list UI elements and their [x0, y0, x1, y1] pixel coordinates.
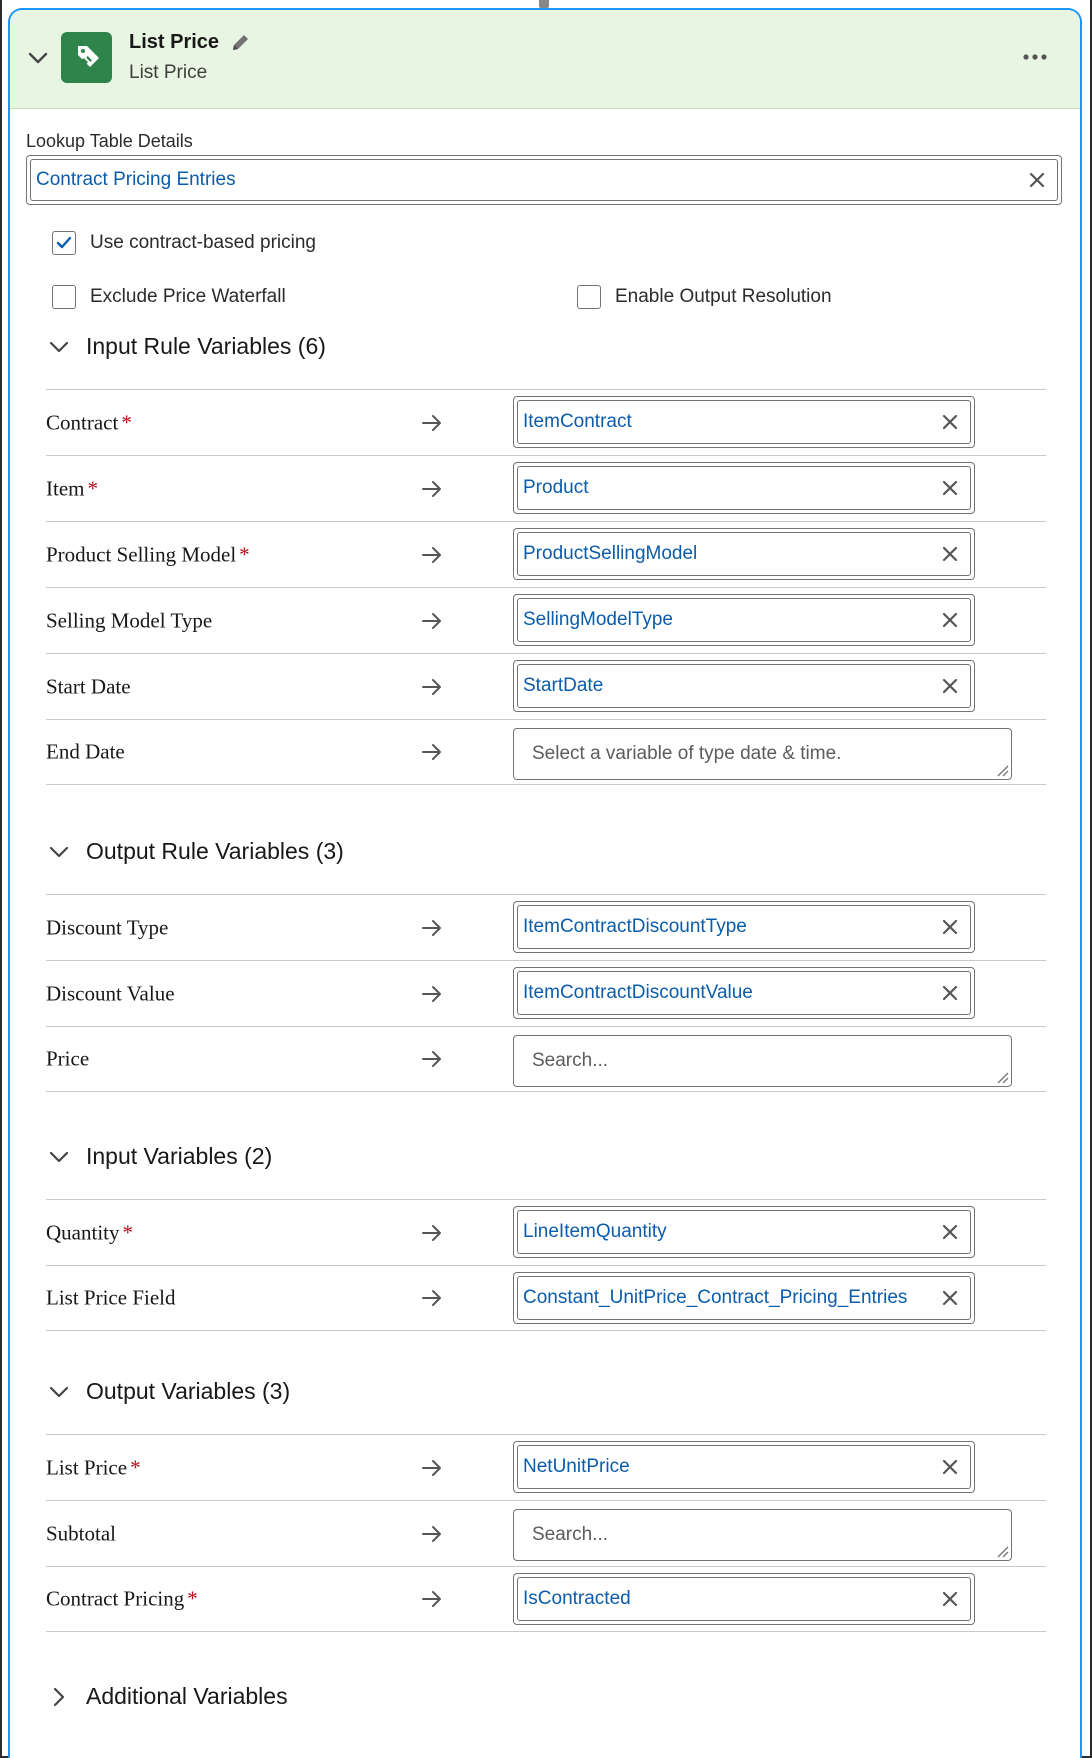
variable-row: [46, 1566, 1046, 1632]
variable-value[interactable]: StartDate: [523, 675, 604, 696]
variable-value-pill[interactable]: [513, 1573, 975, 1625]
resize-grip-icon[interactable]: [995, 763, 1009, 777]
clear-icon[interactable]: [940, 412, 960, 432]
variable-value-pill[interactable]: [513, 594, 975, 646]
arrow-right-icon: [420, 477, 444, 501]
card-title: List Price: [129, 31, 220, 53]
variable-search-input[interactable]: [513, 728, 1012, 780]
variable-value-pill[interactable]: [513, 528, 975, 580]
variable-label: [46, 674, 131, 699]
variable-value[interactable]: Constant_UnitPrice_Contract_Pricing_Entries: [523, 1287, 908, 1308]
variable-value-pill[interactable]: [513, 462, 975, 514]
required-marker: *: [122, 1220, 133, 1244]
exclude-price-waterfall-checkbox[interactable]: [52, 285, 76, 309]
arrow-right-icon: [420, 411, 444, 435]
variable-value-pill[interactable]: [513, 660, 975, 712]
variable-label: [46, 1220, 133, 1245]
search-placeholder: Search...: [532, 1050, 609, 1071]
clear-icon[interactable]: [940, 1457, 960, 1477]
section-title: Input Rule Variables (6): [86, 333, 326, 359]
variable-value[interactable]: ProductSellingModel: [523, 543, 698, 564]
lookup-table-value[interactable]: Contract Pricing Entries: [36, 169, 236, 190]
card-header: [10, 10, 1080, 109]
lookup-table-label: Lookup Table Details: [26, 131, 193, 151]
variable-value-pill[interactable]: [513, 901, 975, 953]
variable-row: [46, 960, 1046, 1026]
arrow-right-icon: [420, 916, 444, 940]
variable-value[interactable]: ItemContractDiscountType: [523, 916, 747, 937]
variable-row: [46, 521, 1046, 587]
variable-label: [46, 981, 175, 1006]
section-output-rule-variables[interactable]: [46, 838, 344, 865]
arrow-right-icon: [420, 675, 444, 699]
variable-label-text: Start Date: [46, 674, 131, 698]
required-marker: *: [121, 410, 132, 434]
section-input-variables[interactable]: [46, 1143, 272, 1170]
use-contract-pricing-option[interactable]: [52, 231, 316, 255]
variable-label-text: Contract Pricing: [46, 1586, 185, 1611]
search-placeholder: Select a variable of type date & time.: [532, 743, 842, 764]
clear-icon[interactable]: [1027, 170, 1047, 190]
variable-label: [46, 1587, 198, 1612]
clear-icon[interactable]: [940, 917, 960, 937]
variable-row: [46, 1026, 1046, 1092]
variable-label-text: List Price Field: [46, 1285, 176, 1310]
arrow-right-icon: [420, 1587, 444, 1611]
variable-row: [46, 653, 1046, 719]
arrow-right-icon: [420, 1221, 444, 1245]
clear-icon[interactable]: [940, 983, 960, 1003]
variable-value-pill[interactable]: [513, 967, 975, 1019]
variable-row: [46, 1265, 1046, 1331]
card-subtitle: List Price: [129, 62, 208, 83]
clear-icon[interactable]: [940, 1589, 960, 1609]
clear-icon[interactable]: [940, 478, 960, 498]
checkmark-icon: [56, 235, 72, 251]
section-input-rule-variables[interactable]: [46, 333, 326, 360]
variable-label-text: Contract: [46, 410, 119, 434]
variable-label-text: Item: [46, 476, 85, 500]
arrow-right-icon: [420, 1286, 444, 1310]
required-marker: *: [187, 1586, 198, 1611]
variable-label: [46, 476, 98, 501]
arrow-right-icon: [420, 609, 444, 633]
arrow-right-icon: [420, 1522, 444, 1546]
use-contract-pricing-label: Use contract-based pricing: [90, 232, 316, 253]
arrow-right-icon: [420, 1456, 444, 1480]
variable-row: [46, 389, 1046, 455]
section-title: Input Variables (2): [86, 1143, 273, 1169]
arrow-right-icon: [420, 1047, 444, 1071]
variable-search-input[interactable]: [513, 1035, 1012, 1087]
required-marker: *: [130, 1455, 141, 1479]
variable-label-text: Selling Model Type: [46, 608, 213, 632]
section-title: Additional Variables: [86, 1683, 288, 1709]
lookup-table-field[interactable]: [26, 155, 1062, 205]
resize-grip-icon[interactable]: [995, 1070, 1009, 1084]
variable-value-pill[interactable]: [513, 396, 975, 448]
clear-icon[interactable]: [940, 676, 960, 696]
arrow-right-icon: [420, 982, 444, 1006]
variable-label: [46, 410, 132, 435]
resize-grip-icon[interactable]: [995, 1544, 1009, 1558]
section-title: Output Variables (3): [86, 1378, 291, 1404]
arrow-right-icon: [420, 740, 444, 764]
variable-label: [46, 608, 212, 633]
more-actions-icon[interactable]: [1020, 46, 1050, 68]
variable-label-text: Product Selling Model: [46, 542, 237, 566]
variable-row: [46, 719, 1046, 785]
variable-label-text: Discount Type: [46, 915, 169, 939]
section-title: Output Rule Variables (3): [86, 838, 344, 864]
chevron-right-icon: [46, 1684, 72, 1710]
price-tag-icon: [61, 32, 112, 83]
variable-label: [46, 1455, 141, 1480]
required-marker: *: [239, 542, 250, 566]
exclude-price-waterfall-label: Exclude Price Waterfall: [90, 286, 286, 307]
chevron-down-icon: [46, 1144, 72, 1170]
enable-output-resolution-label: Enable Output Resolution: [615, 286, 832, 307]
variable-value[interactable]: ItemContractDiscountValue: [523, 982, 753, 1003]
required-marker: *: [87, 476, 98, 500]
variable-value-pill[interactable]: [513, 1272, 975, 1324]
variable-row: [46, 894, 1046, 960]
variable-value-pill[interactable]: [513, 1206, 975, 1258]
search-placeholder: Search...: [532, 1524, 609, 1545]
element-card: [8, 8, 1082, 1758]
variable-label: [46, 1286, 176, 1311]
variable-value[interactable]: IsContracted: [523, 1588, 631, 1609]
chevron-down-icon[interactable]: [26, 46, 50, 70]
section-output-variables[interactable]: [46, 1378, 290, 1405]
pencil-edit-icon[interactable]: [229, 32, 251, 54]
chevron-down-icon: [46, 839, 72, 865]
variable-label-text: End Date: [46, 739, 125, 764]
variable-label-text: Quantity: [46, 1220, 120, 1244]
variable-row: [46, 1199, 1046, 1265]
variable-label: [46, 1047, 89, 1072]
chevron-down-icon: [46, 334, 72, 360]
resize-handle[interactable]: [539, 0, 549, 8]
variable-label: [46, 542, 250, 567]
variable-value[interactable]: SellingModelType: [523, 609, 673, 630]
chevron-down-icon: [46, 1379, 72, 1405]
clear-icon[interactable]: [940, 1288, 960, 1308]
variable-row: [46, 455, 1046, 521]
use-contract-pricing-checkbox[interactable]: [52, 231, 76, 255]
clear-icon[interactable]: [940, 610, 960, 630]
arrow-right-icon: [420, 543, 444, 567]
variable-value[interactable]: ItemContract: [523, 411, 632, 432]
variable-row: [46, 587, 1046, 653]
variable-label-text: Discount Value: [46, 981, 175, 1005]
variable-label-text: List Price: [46, 1455, 128, 1479]
clear-icon[interactable]: [940, 1222, 960, 1242]
variable-row: [46, 1500, 1046, 1566]
variable-search-input[interactable]: [513, 1509, 1012, 1561]
variable-label-text: Price: [46, 1046, 90, 1071]
variable-value[interactable]: NetUnitPrice: [523, 1456, 630, 1477]
section-additional-variables[interactable]: [46, 1683, 288, 1710]
enable-output-resolution-option[interactable]: [577, 285, 832, 309]
exclude-price-waterfall-option[interactable]: [52, 285, 286, 309]
variable-label: [46, 915, 168, 940]
clear-icon[interactable]: [940, 544, 960, 564]
variable-label: [46, 740, 125, 765]
variable-label: [46, 1521, 116, 1546]
variable-label-text: Subtotal: [46, 1521, 117, 1545]
variable-value-pill[interactable]: [513, 1441, 975, 1493]
variable-value[interactable]: Product: [523, 477, 589, 498]
variable-value[interactable]: LineItemQuantity: [523, 1221, 667, 1242]
variable-row: [46, 1434, 1046, 1500]
enable-output-resolution-checkbox[interactable]: [577, 285, 601, 309]
